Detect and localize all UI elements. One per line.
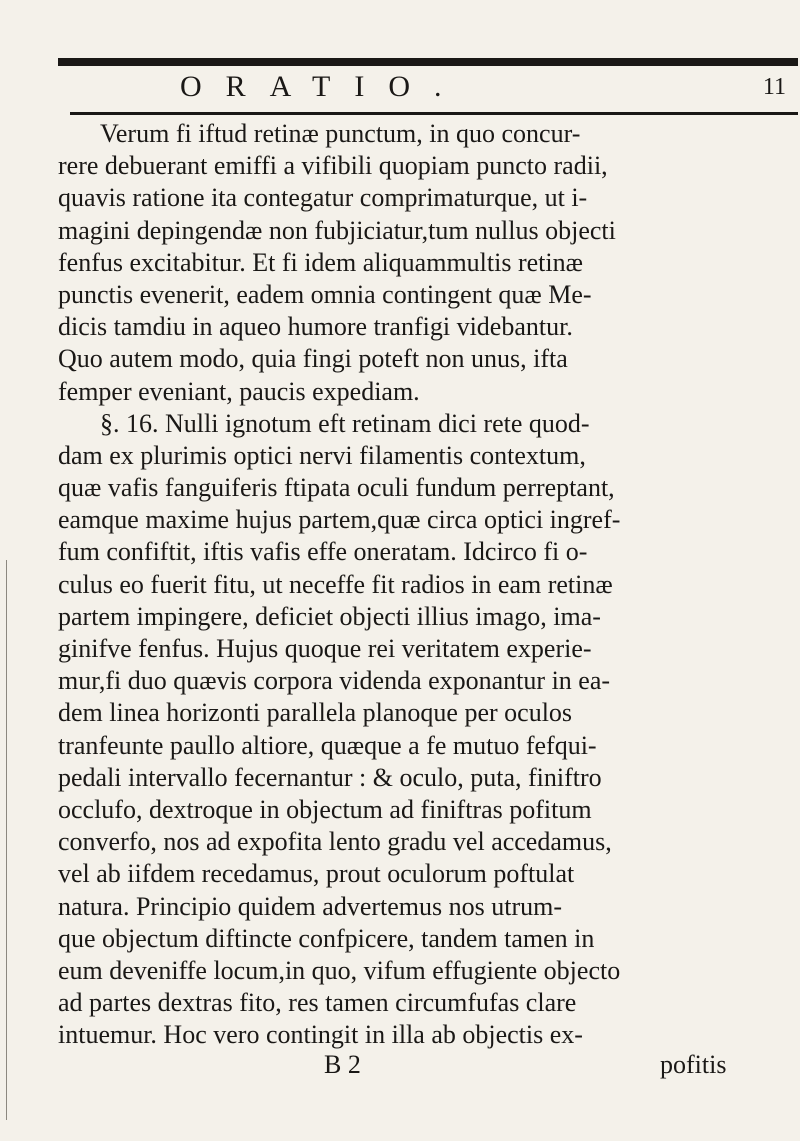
page-number: 11 xyxy=(762,74,786,100)
binding-edge xyxy=(6,560,7,1120)
text-line: rere debuerant emiffi a vifibili quopiam puncto radii, xyxy=(58,151,608,181)
running-title: ORATIO. xyxy=(180,70,466,103)
text-line: occlufo, dextroque in objectum ad finiftras pofitum xyxy=(58,794,592,824)
text-line: dicis tamdiu in aqueo humore tranfigi videbantur. xyxy=(58,312,573,342)
signature-mark: B 2 xyxy=(324,1050,361,1079)
text-line: femper eveniant, paucis expediam. xyxy=(58,376,420,406)
text-line: intuemur. Hoc vero contingit in illa ab objectis ex- xyxy=(58,1020,583,1050)
text-line: fum confiftit, iftis vafis effe oneratam. Idcirco fi o- xyxy=(58,537,588,567)
text-line: ginifve fenfus. Hujus quoque rei veritatem experie- xyxy=(58,634,592,663)
text-line: dem linea horizonti parallela planoque per oculos xyxy=(58,698,573,728)
text-line: natura. Principio quidem advertemus nos utrum- xyxy=(58,891,563,921)
text-line: vel ab iifdem recedamus, prout oculorum poftulat xyxy=(58,859,575,889)
page-footer xyxy=(0,1050,800,1082)
text-line: quavis ratione ita contegatur comprimaturque, ut i- xyxy=(58,183,588,213)
text-line: eamque maxime hujus partem,quæ circa optici ingref- xyxy=(58,505,621,535)
text-line: culus eo fuerit fitu, ut neceffe fit radios in eam retinæ xyxy=(58,569,613,599)
text-line: dam ex plurimis optici nervi filamentis contextum, xyxy=(58,440,586,470)
text-line: partem impingere, deficiet objecti illius imago, ima- xyxy=(58,601,601,631)
text-line: Verum fi iftud retinæ punctum, in quo concur- xyxy=(100,119,581,148)
text-line: magini depingendæ non fubjiciatur,tum nullus objecti xyxy=(58,215,616,245)
header-rule xyxy=(70,112,798,115)
text-line: §. 16. Nulli ignotum eft retinam dici rete quod- xyxy=(100,408,590,438)
text-line: Quo autem modo, quia fingi poteft non unus, ifta xyxy=(58,344,568,374)
text-line: quæ vafis fanguiferis ftipata oculi fundum perreptant, xyxy=(58,473,615,503)
text-line: converfo, nos ad expofita lento gradu vel accedamus, xyxy=(58,827,612,857)
body-text xyxy=(58,118,800,1051)
text-line: mur,fi duo quævis corpora videnda exponantur in ea- xyxy=(58,666,611,696)
text-line: que objectum diftincte confpicere, tandem tamen in xyxy=(58,923,595,953)
catchword: pofitis xyxy=(660,1050,727,1079)
text-line: ad partes dextras fito, res tamen circumfufas clare xyxy=(58,988,577,1018)
text-line: tranfeunte paullo altiore, quæque a fe mutuo fefqui- xyxy=(58,730,597,760)
top-rule xyxy=(58,58,798,66)
text-line: eum deveniffe locum,in quo, vifum effugiente objecto xyxy=(58,955,621,985)
text-line: pedali intervallo fecernantur : & oculo, puta, finiftro xyxy=(58,762,602,792)
text-line: punctis evenerit, eadem omnia contingent quæ Me- xyxy=(58,279,592,309)
text-line: fenfus excitabitur. Et fi idem aliquammultis retinæ xyxy=(58,247,583,277)
